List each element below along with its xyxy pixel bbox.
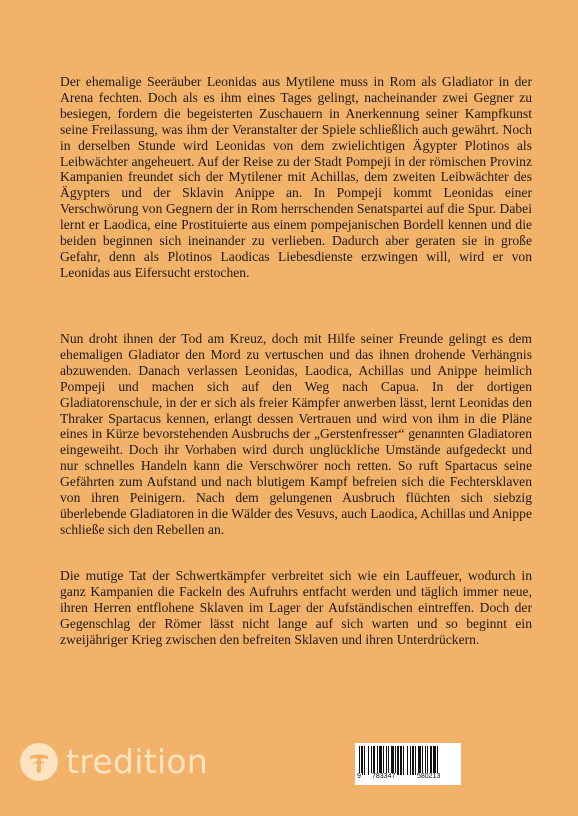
blurb-paragraph-1: Der ehemalige Seeräuber Leonidas aus Mytilene muss in Rom als Gladiator in der Arena fechten. Doch als es ihm eines Tages gelingt, nacheinander zwei Gegner zu besiegen, fordern die begeisterten Zuschauern in Anerkennung seiner Kampfkunst seine Freilassung, was ihm der Veranstalter der Spiele schließlich auch gewährt. Noch in derselben Stunde wird Leonidas von dem zwielichtigen Ägypter Plotinos als Leibwächter angeheuert. Auf der Reise zu der Stadt Pompeji in der römischen Provinz Kampanien freundet sich der Mytilener mit Achillas, dem zweiten Leibwächter des Ägypters und der Sklavin Anippe an. In Pompeji kommt Leonidas einer Verschwörung von Gegnern der in Rom herrschenden Senatspartei auf die Spur. Dabei lernt er Laodica, eine Prostituierte aus einem pompejanischen Bordell kennen und die beiden beginnen sich ineinander zu verlieben. Dadurch aber geraten sie in große Gefahr, denn als Plotinos Laodicas Liebesdienste erzwingen will, wird er von Leonidas aus Eifersucht erstochen. bbox=[60, 74, 532, 280]
barcode-digits bbox=[355, 773, 461, 783]
blurb-paragraph-2: Nun droht ihnen der Tod am Kreuz, doch mit Hilfe seiner Freunde gelingt es dem ehemaligen Gladiator den Mord zu vertuschen und das ihnen drohende Verhängnis abzuwenden. Danach verlassen Leonidas, Laodica, Achillas und Anippe heimlich Pompeji und machen sich auf den Weg nach Capua. In der dortigen Gladiatorenschule, in der er sich als freier Kämpfer anwerben lässt, lernt Leonidas den Thraker Spartacus kennen, erlangt dessen Vertrauen und wird von ihm in die Pläne eines in Kürze bevorstehenden Ausbruchs der „Gerstenfresser“ genannten Gladiatoren eingeweiht. Doch ihr Vorhaben wird durch unglückliche Umstände aufgedeckt und nur schnelles Handeln kann die Verschwörer noch retten. So ruft Spartacus seine Gefährten zum Aufstand und nach blutigem Kampf befreien sich die Fechtersklaven von ihren Peinigern. Nach dem gelungenen Ausbruch flüchten sich siebzig überlebende Gladiatoren in die Wälder des Vesuvs, auch Laodica, Achillas und Anippe schließe sich den Rebellen an. bbox=[60, 331, 532, 537]
barcode-digit-group-2: 580213 bbox=[417, 773, 441, 780]
blurb-paragraph-3: Die mutige Tat der Schwertkämpfer verbreitet sich wie ein Lauffeuer, wodurch in ganz Kampanien die Fackeln des Aufruhrs entfacht werden und täglich immer neue, ihren Herren entflohene Sklaven im Lager der Aufständischen eintreffen. Doch der Gegenschlag der Römer lässt nicht lange auf sich warten und so beginnt ein zweijähriger Krieg zwischen den befreiten Sklaven und ihren Unterdrückern. bbox=[60, 568, 532, 647]
publisher-name: tredition bbox=[66, 742, 209, 781]
barcode-digit-group-1: 783347 bbox=[372, 773, 396, 780]
tredition-logo-icon bbox=[20, 743, 58, 781]
barcode-bars bbox=[355, 743, 461, 777]
barcode-digit-prefix: 9 bbox=[357, 773, 361, 780]
publisher-logo bbox=[20, 742, 208, 781]
isbn-barcode bbox=[355, 743, 461, 785]
